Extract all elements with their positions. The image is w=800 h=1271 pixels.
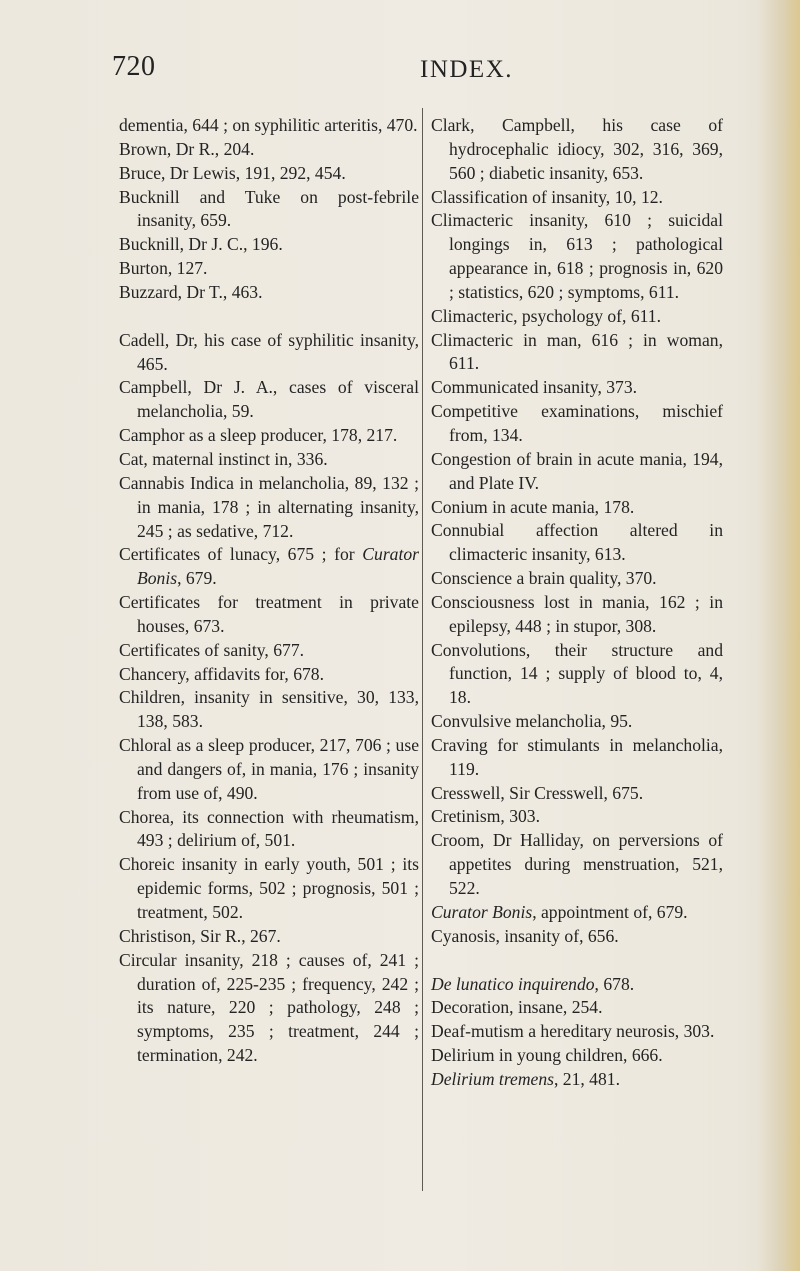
index-entry: [431, 996, 723, 1020]
index-entry: [119, 853, 419, 925]
index-entry-text: Bruce, Dr Lewis, 191, 292, 454.: [119, 162, 346, 183]
index-entry: [431, 448, 723, 496]
index-entry-text: Burton, 127.: [119, 258, 208, 279]
index-entry-text: Choreic insanity in early youth, 501 ; its epidemic forms, 502 ; prognosis, 501 ; treatment, 502.: [119, 854, 419, 922]
index-entry: [431, 1068, 723, 1092]
index-entry: [431, 710, 723, 734]
index-entry-text: Competitive examinations, mischief from, 134.: [431, 401, 723, 445]
index-entry-text: Delirium in young children, 666.: [431, 1045, 663, 1066]
index-entry-italic-text: De lunatico inquirendo: [431, 973, 595, 994]
index-entry-text: Certificates of sanity, 677.: [119, 639, 305, 660]
index-entry-text: Cat, maternal instinct in, 336.: [119, 448, 328, 469]
index-entry-text: Communicated insanity, 373.: [431, 377, 638, 398]
index-entry-italic-text: Curator Bonis: [431, 901, 533, 922]
index-entry-text: Christison, Sir R., 267.: [119, 925, 281, 946]
index-entry: [119, 257, 419, 281]
index-entry-text: Classification of insanity, 10, 12.: [431, 186, 663, 207]
index-entry: [431, 496, 723, 520]
index-column-right: [431, 114, 723, 1092]
index-entry-text: Connubial affection altered in climacteric insanity, 613.: [431, 520, 723, 565]
index-entry-text: , 678.: [594, 973, 635, 994]
index-entry: [431, 782, 723, 806]
index-entry: [119, 114, 419, 138]
page-number: 720: [112, 51, 156, 82]
index-entry: [119, 424, 419, 448]
index-entry-text: Chloral as a sleep producer, 217, 706 ; use and dangers of, in mania, 176 ; insanity from use of, 490.: [119, 735, 419, 803]
index-entry-text: Conscience a brain quality, 370.: [431, 568, 657, 589]
index-entry-italic-text: Curator Bonis: [137, 544, 419, 589]
index-entry-text: Buzzard, Dr T., 463.: [119, 281, 263, 302]
index-entry: [431, 209, 723, 304]
running-title: INDEX.: [420, 56, 514, 83]
index-entry: [119, 639, 419, 663]
index-entry-text: Campbell, Dr J. A., cases of visceral melancholia, 59.: [119, 377, 419, 422]
index-entry-text: Convolutions, their structure and function, 14 ; supply of blood to, 4, 18.: [431, 639, 723, 708]
index-entry: [119, 949, 419, 1068]
index-entry-text: Congestion of brain in acute mania, 194, and Plate IV.: [431, 448, 723, 493]
index-entry-text: Cyanosis, insanity of, 656.: [431, 925, 619, 946]
index-entry-text: dementia, 644 ; on syphilitic arteritis, 470.: [119, 115, 418, 135]
index-entry: [119, 591, 419, 639]
index-entry-text: Climacteric, psychology of, 611.: [431, 305, 661, 326]
index-column-left: [119, 114, 419, 1068]
index-entry: [119, 686, 419, 734]
index-entry: [431, 591, 723, 639]
index-entry-text: Chancery, affidavits for, 678.: [119, 663, 324, 684]
index-entry: [431, 376, 723, 400]
index-entry: [119, 925, 419, 949]
index-entry-text: , 679.: [177, 568, 217, 589]
index-entry-text: , appointment of, 679.: [532, 901, 688, 922]
index-entry: [431, 400, 723, 448]
index-entry-text: Conium in acute mania, 178.: [431, 496, 635, 517]
index-entry: [119, 806, 419, 854]
index-entry-text: Croom, Dr Halliday, on perversions of appetites during menstruation, 521, 522.: [431, 830, 723, 898]
index-entry: [431, 639, 723, 711]
index-entry: [119, 472, 419, 544]
index-entry-text: Craving for stimulants in melancholia, 119.: [431, 734, 723, 779]
index-entry: [431, 734, 723, 782]
index-entry: [431, 329, 723, 377]
index-entry: [119, 138, 419, 162]
index-entry: [119, 281, 419, 305]
index-entry: [119, 734, 419, 806]
page-edge-shading: [758, 0, 800, 1271]
index-entry-text: Certificates of lunacy, 675 ; for: [119, 544, 363, 565]
index-entry-text: Decoration, insane, 254.: [431, 997, 603, 1018]
index-entry: [431, 805, 723, 829]
index-entry-text: Bucknill and Tuke on post-febrile insanity, 659.: [119, 186, 419, 231]
index-entry-text: Consciousness lost in mania, 162 ; in epilepsy, 448 ; in stupor, 308.: [431, 591, 723, 636]
index-entry-text: Chorea, its connection with rheumatism, 493 ; delirium of, 501.: [119, 806, 419, 851]
index-entry: [431, 519, 723, 567]
index-entry: [119, 233, 419, 257]
index-entry-text: Camphor as a sleep producer, 178, 217.: [119, 425, 398, 446]
index-entry-text: Cannabis Indica in melancholia, 89, 132 ; in mania, 178 ; in alternating insanity, 245 ; as sedative, 712.: [119, 472, 419, 541]
index-entry: [431, 114, 723, 186]
index-entry: [119, 186, 419, 234]
index-entry: [119, 663, 419, 687]
index-entry: [431, 305, 723, 329]
index-entry: [431, 973, 723, 997]
index-entry-text: Children, insanity in sensitive, 30, 133, 138, 583.: [119, 687, 419, 732]
index-entry-text: Bucknill, Dr J. C., 196.: [119, 234, 283, 255]
index-entry: [431, 186, 723, 210]
index-entry-text: , 21, 481.: [553, 1068, 620, 1089]
index-entry-text: Cresswell, Sir Cresswell, 675.: [431, 782, 644, 803]
index-entry: [431, 1044, 723, 1068]
column-divider: [422, 108, 423, 1191]
index-entry-italic-text: Delirium tremens: [431, 1068, 554, 1089]
index-entry: [119, 162, 419, 186]
index-entry-text: Convulsive melancholia, 95.: [431, 711, 633, 732]
index-entry: [119, 376, 419, 424]
index-entry: [431, 1020, 723, 1044]
index-entry: [119, 448, 419, 472]
index-entry-text: Climacteric insanity, 610 ; suicidal longings in, 613 ; pathological appearance in, 618 ; prognosis in, 620 ; statistics, 620 ; symptoms, 611.: [431, 210, 723, 302]
index-entry: [431, 829, 723, 901]
index-entry-text: Brown, Dr R., 204.: [119, 138, 255, 159]
index-entry-text: Cadell, Dr, his case of syphilitic insanity, 465.: [119, 329, 419, 374]
index-entry-text: Circular insanity, 218 ; causes of, 241 ; duration of, 225-235 ; frequency, 242 ; its nature, 220 ; pathology, 248 ; symptoms, 235 ; treatment, 244 ; termination, 242.: [119, 949, 419, 1066]
index-entry: [431, 901, 723, 925]
index-entry: [431, 567, 723, 591]
index-entry-text: Certificates for treatment in private houses, 673.: [119, 592, 419, 636]
index-entry: [431, 925, 723, 949]
index-entry: [119, 329, 419, 377]
index-entry-text: Deaf-mutism a hereditary neurosis, 303.: [431, 1021, 715, 1042]
index-entry-text: Climacteric in man, 616 ; in woman, 611.: [431, 329, 723, 374]
index-entry-text: Cretinism, 303.: [431, 806, 540, 827]
index-entry: [119, 543, 419, 591]
index-entry-text: Clark, Campbell, his case of hydrocephalic idiocy, 302, 316, 369, 560 ; diabetic insanity, 653.: [431, 115, 723, 183]
